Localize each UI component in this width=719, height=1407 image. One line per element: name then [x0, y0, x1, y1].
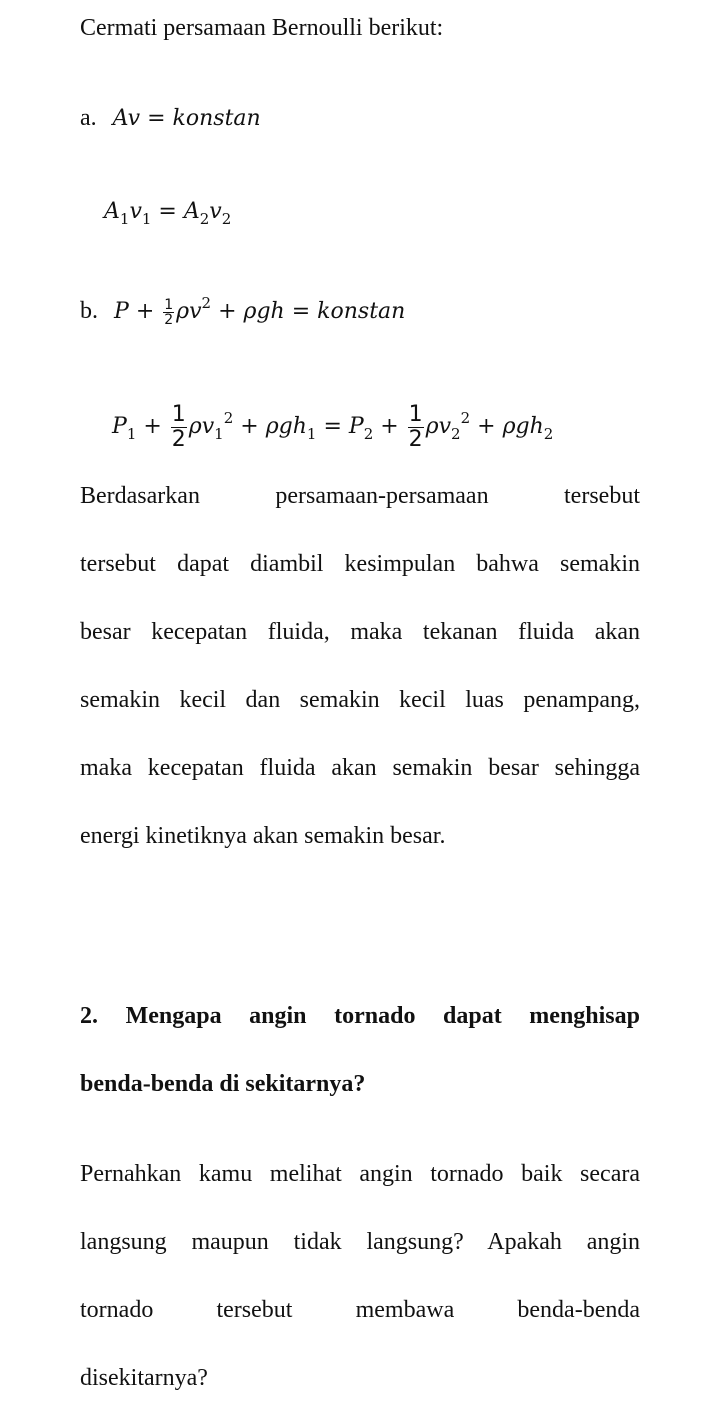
eq-a-equals: =: [147, 106, 166, 131]
equation-a-line2: [104, 196, 664, 234]
paragraph2-line4: disekitarnya?: [80, 1365, 208, 1391]
eq-b2-fraction: $\frac{1}{2}$: [171, 401, 186, 452]
equation-b-line1: [80, 288, 640, 327]
eq-b2-fraction: $\frac{1}{2}$: [408, 401, 423, 452]
eq-b2-P1: P: [112, 414, 127, 439]
paragraph1-line5: maka kecepatan fluida akan semakin besar sehingga: [80, 755, 640, 781]
paragraph1-line3: besar kecepatan fluida, maka tekanan fluida akan: [80, 619, 640, 645]
eq-b-P: P: [114, 299, 129, 324]
eq-b-rho-v: ρv: [176, 299, 202, 324]
eq-a-lhs: Av: [112, 106, 141, 131]
heading2-line2: benda-benda di sekitarnya?: [80, 1071, 366, 1097]
paragraph1-line2: tersebut dapat diambil kesimpulan bahwa semakin: [80, 551, 640, 577]
paragraph2-line3: tornado tersebut membawa benda-benda: [80, 1297, 640, 1323]
paragraph1-line1: Berdasarkan persamaan-persamaan tersebut: [80, 483, 640, 509]
eq-b2-P2: P: [348, 414, 364, 439]
eq-a2-sub: 2: [221, 210, 232, 228]
equation-a-line1: [80, 103, 640, 134]
equation-b-label: b.: [80, 298, 98, 324]
eq-a2-v1: v: [129, 199, 142, 224]
paragraph2-line1: Pernahkan kamu melihat angin tornado baik secara: [80, 1161, 640, 1187]
eq-a2-sub: 1: [119, 210, 130, 228]
eq-b-plus: +: [218, 299, 237, 324]
eq-b-square: 2: [201, 294, 212, 312]
eq-a-rhs: konstan: [172, 106, 261, 131]
eq-b-rhs: konstan: [317, 299, 406, 324]
equation-b-line2: $P_1$ + $\frac{1}{2}$ $\rho v_1^2 + \rho gh_1 = P_2$ + $\frac{1}{2}$ $\rho v_2^2 + \rho gh_2$: [112, 401, 554, 452]
eq-a2-equals: =: [158, 199, 177, 224]
eq-b-equals: =: [291, 299, 311, 324]
eq-b-fraction: $\frac{1}{2}$: [164, 296, 174, 328]
paragraph2-line2: langsung maupun tidak langsung? Apakah angin: [80, 1229, 641, 1255]
eq-b-rho-g-h: ρgh: [243, 299, 285, 324]
heading2-line1: 2. Mengapa angin tornado dapat menghisap: [80, 1003, 640, 1029]
paragraph1-line6: energi kinetiknya akan semakin besar.: [80, 823, 446, 849]
eq-a2-v2: v: [209, 199, 222, 224]
equation-a-label: a.: [80, 105, 97, 131]
eq-b-plus: +: [135, 299, 155, 324]
paragraph1-line4: semakin kecil dan semakin kecil luas penampang,: [80, 687, 640, 713]
eq-b2-equals: =: [323, 414, 342, 439]
intro-text: Cermati persamaan Bernoulli berikut:: [80, 15, 444, 41]
eq-a2-A2: A: [183, 199, 200, 224]
eq-a2-A1: A: [104, 199, 120, 224]
eq-a2-sub: 2: [199, 210, 210, 228]
eq-a2-sub: 1: [141, 210, 152, 228]
